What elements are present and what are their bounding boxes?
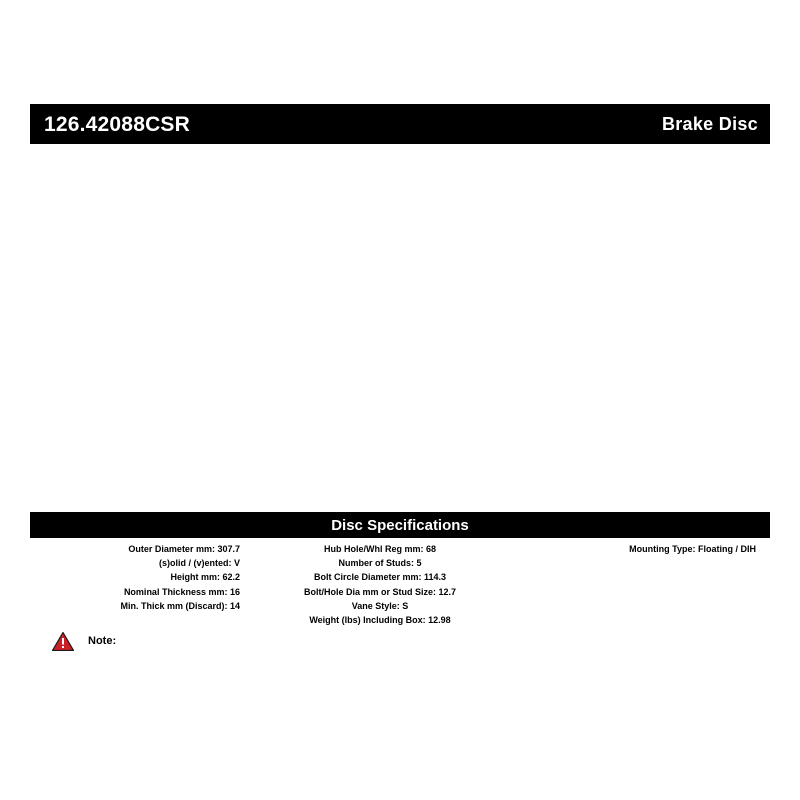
spec-label: Min. Thick mm (Discard): [120, 600, 228, 611]
product-type-title: Brake Disc [661, 114, 758, 134]
spec-value: V [233, 558, 240, 569]
spec-row [246, 613, 514, 627]
warning-triangle-icon [52, 632, 74, 651]
product-image-area [30, 150, 770, 505]
spec-column-middle [246, 542, 514, 627]
spec-label: Outer Diameter mm: [128, 544, 215, 554]
spec-column-left [30, 542, 246, 613]
specifications-body [30, 542, 770, 627]
spec-row [30, 556, 240, 570]
spec-column-right [514, 542, 770, 556]
spec-label: Hub Hole/Whl Reg mm: [323, 544, 424, 554]
spec-row [514, 542, 756, 556]
spec-value: 12.98 [428, 615, 451, 626]
spec-label: Vane Style: [351, 600, 400, 611]
spec-row [246, 570, 514, 584]
disc-specifications-bar [30, 512, 770, 538]
spec-value: 114.3 [424, 572, 447, 583]
note-label: Note: [88, 635, 117, 647]
spec-label: Number of Studs: [338, 558, 414, 569]
disc-specifications-title: Disc Specifications [331, 516, 469, 534]
note-area [52, 632, 122, 651]
spec-value: 12.7 [438, 586, 457, 597]
spec-row [30, 599, 240, 613]
spec-row [246, 542, 514, 556]
spec-value: S [402, 600, 409, 611]
spec-value: 5 [416, 558, 422, 569]
part-number: 126.42088CSR [44, 112, 191, 136]
spec-label: Bolt/Hole Dia mm or Stud Size: [303, 586, 436, 597]
spec-value: 62.2 [222, 572, 240, 583]
spec-row [30, 542, 240, 556]
spec-row [30, 585, 240, 599]
spec-row [246, 585, 514, 599]
spec-value: 14 [229, 600, 240, 611]
spec-value: Floating / DIH [698, 544, 756, 554]
spec-value: 307.7 [217, 544, 240, 554]
spec-row [246, 599, 514, 613]
spec-row [246, 556, 514, 570]
spec-label: Nominal Thickness mm: [123, 586, 228, 597]
header-bar [30, 104, 770, 144]
spec-row [30, 570, 240, 584]
spec-value: 68 [426, 544, 437, 554]
spec-label: Height mm: [170, 572, 220, 583]
spec-label: Bolt Circle Diameter mm: [313, 572, 422, 583]
spec-value: 16 [229, 586, 240, 597]
spec-label: (s)olid / (v)ented: [158, 558, 232, 569]
spec-label: Mounting Type: [629, 544, 696, 554]
spec-label: Weight (lbs) Including Box: [309, 615, 426, 626]
